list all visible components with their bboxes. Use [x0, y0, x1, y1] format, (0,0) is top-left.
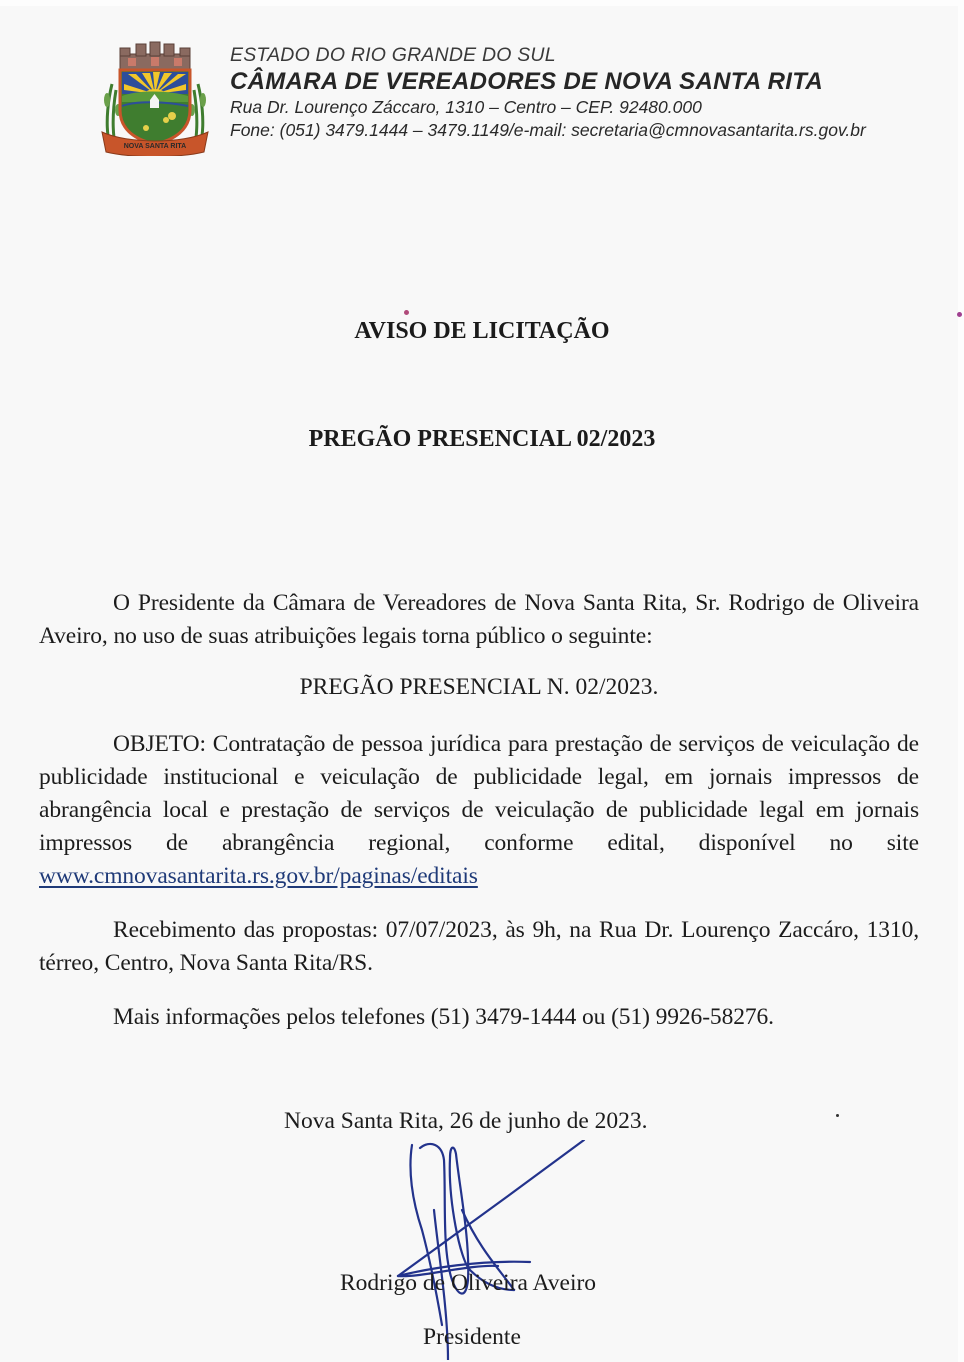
- objeto-paragraph: [39, 728, 919, 893]
- info-paragraph: Mais informações pelos telefones (51) 3479-1444 ou (51) 9926-58276.: [113, 1004, 774, 1030]
- letterhead-contact: Fone: (051) 3479.1444 – 3479.1149/e-mail: secretaria@cmnovasantarita.rs.gov.br: [230, 120, 866, 140]
- letterhead: [230, 42, 866, 142]
- signer-role: Presidente: [423, 1324, 521, 1350]
- recebimento-paragraph: Recebimento das propostas: 07/07/2023, às 9h, na Rua Dr. Lourenço Zaccáro, 1310, térreo, Centro, Nova Santa Rita/RS.: [39, 917, 919, 976]
- letterhead-address: Rua Dr. Lourenço Záccaro, 1310 – Centro – CEP. 92480.000: [230, 97, 702, 117]
- signer-name: Rodrigo de Oliveira Aveiro: [340, 1270, 597, 1296]
- document-subtitle: PREGÃO PRESENCIAL 02/2023: [308, 426, 656, 452]
- place-and-date: Nova Santa Rita, 26 de junho de 2023.: [284, 1108, 648, 1134]
- page-right-edge: [958, 0, 964, 1362]
- municipal-coat-of-arms-icon: [98, 40, 212, 156]
- editais-link[interactable]: www.cmnovasantarita.rs.gov.br/paginas/editais: [39, 863, 478, 889]
- document-title: AVISO DE LICITAÇÃO: [354, 318, 610, 344]
- letterhead-institution: CÂMARA DE VEREADORES DE NOVA SANTA RITA: [230, 68, 824, 95]
- letterhead-state: ESTADO DO RIO GRANDE DO SUL: [230, 44, 556, 66]
- scan-speck: [836, 1114, 839, 1117]
- scan-speck: [957, 312, 962, 317]
- scan-speck: [404, 310, 409, 315]
- pregao-number-line: PREGÃO PRESENCIAL N. 02/2023.: [299, 674, 659, 700]
- page-top-edge: [0, 0, 964, 6]
- objeto-text: OBJETO: Contratação de pessoa jurídica para prestação de serviços de veiculação de publicidade institucional e veiculação de publicidade legal, em jornais impressos de abrangência local e prestação de serviços de veiculação de publicidade legal em jornais impressos de abrangência regional, conforme edital, disponível no site: [39, 731, 919, 856]
- intro-paragraph: O Presidente da Câmara de Vereadores de Nova Santa Rita, Sr. Rodrigo de Oliveira Aveiro, no uso de suas atribuições legais torna público o seguinte:: [39, 590, 919, 649]
- svg-text:NOVA SANTA RITA: NOVA SANTA RITA: [123, 143, 187, 150]
